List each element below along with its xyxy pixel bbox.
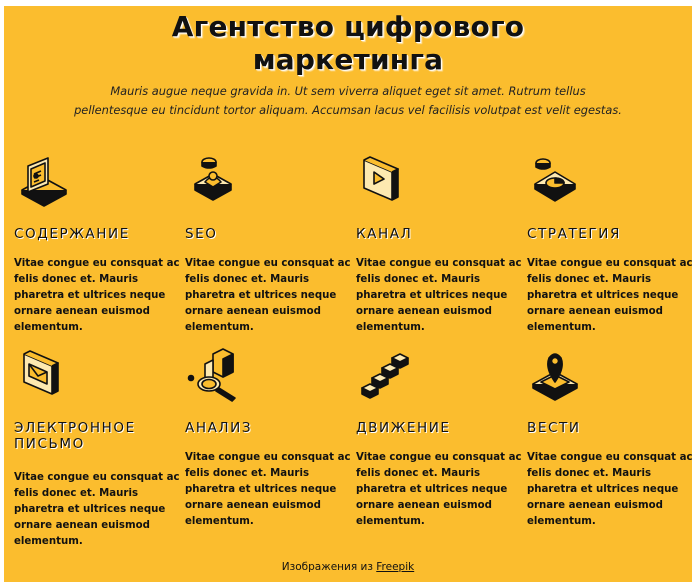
feature-card-text: Vitae congue eu consquat ac felis donec et. Mauris pharetra et ultrices neque ornare aenean euismod elementum. [356,452,522,527]
feature-card-label: ВЕСТИ [527,420,581,436]
channel-video-icon [356,154,416,212]
feature-card-label: ЭЛЕКТРОННОЕ ПИСЬМО [14,420,136,452]
page-subtitle: Mauris augue neque gravida in. Ut sem viverra aliquet eget sit amet. Rutrum tellus pellentesque eu tincidunt tortor aliquam. Accumsan lacus vel facilisis volutpat est velit egestas. [74,84,622,117]
email-envelope-icon [14,348,74,406]
feature-card-label: СТРАТЕГИЯ [527,226,621,242]
content-laptop-icon [14,154,74,212]
seo-user-badge-icon [185,154,245,212]
feature-card-text: Vitae congue eu consquat ac felis donec et. Mauris pharetra et ultrices neque ornare aenean euismod elementum. [14,472,180,547]
hero-panel [4,6,692,582]
image-credit-prefix: Изображения из [281,561,373,573]
analysis-magnifier-icon [185,348,245,406]
strategy-pie-chart-icon [527,154,587,212]
feature-card-label: СОДЕРЖАНИЕ [14,226,130,242]
page-title [4,10,692,76]
page-title-line-1: Агентство цифрового [171,10,525,43]
feature-card-text: Vitae congue eu consquat ac felis donec et. Mauris pharetra et ultrices neque ornare aenean euismod elementum. [185,452,351,527]
lead-map-pin-icon [527,348,587,406]
feature-card-label: ДВИЖЕНИЕ [356,420,451,436]
freepik-link[interactable]: Freepik [376,561,415,573]
image-credit [4,561,692,573]
feature-card-text: Vitae congue eu consquat ac felis donec et. Mauris pharetra et ultrices neque ornare aenean euismod elementum. [14,258,180,333]
movement-stairs-icon [356,348,416,406]
feature-card-label: SEO [185,226,218,242]
feature-card-label: КАНАЛ [356,226,413,242]
page-title-line-2: маркетинга [252,43,444,76]
feature-card-text: Vitae congue eu consquat ac felis donec et. Mauris pharetra et ultrices neque ornare aenean euismod elementum. [527,452,693,527]
feature-card-text: Vitae congue eu consquat ac felis donec et. Mauris pharetra et ultrices neque ornare aenean euismod elementum. [527,258,693,333]
feature-card-text: Vitae congue eu consquat ac felis donec et. Mauris pharetra et ultrices neque ornare aenean euismod elementum. [185,258,351,333]
feature-card-text: Vitae congue eu consquat ac felis donec et. Mauris pharetra et ultrices neque ornare aenean euismod elementum. [356,258,522,333]
feature-card-label: АНАЛИЗ [185,420,253,436]
